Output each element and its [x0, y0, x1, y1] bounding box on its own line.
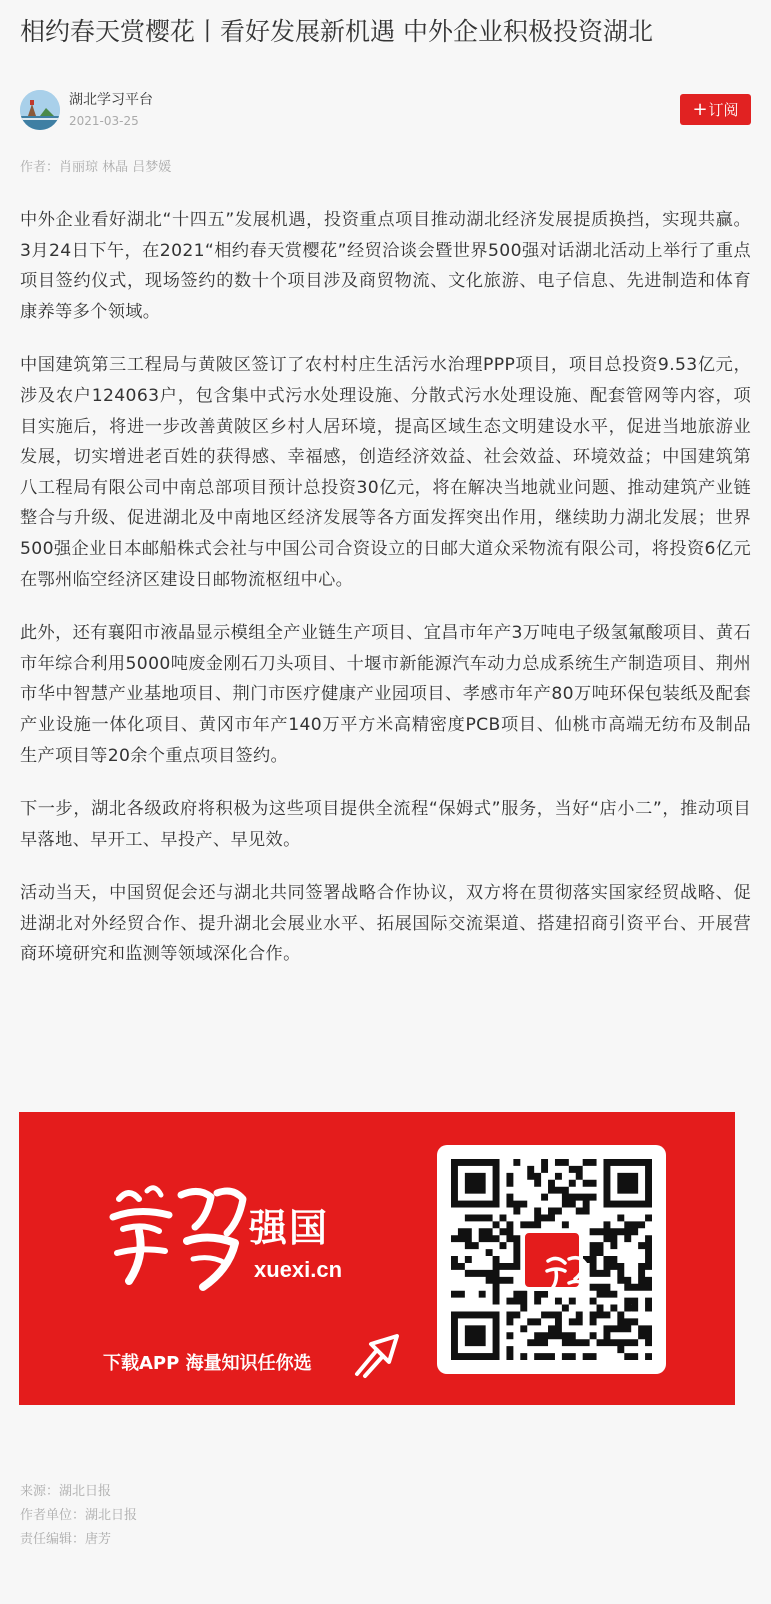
- brand-name: 强国: [249, 1206, 330, 1250]
- byline-authors: 肖丽琼 林晶 吕梦媛: [59, 160, 172, 175]
- footer-editor: 责任编辑：唐芳: [20, 1532, 112, 1547]
- article-footer: [20, 1480, 137, 1552]
- qr-center-logo: [521, 1229, 583, 1291]
- xuexi-calligraphy-logo: [99, 1177, 249, 1297]
- publish-date: 2021-03-25: [69, 114, 139, 128]
- source-name[interactable]: 湖北学习平台: [69, 92, 153, 108]
- author-bar: [20, 90, 751, 132]
- subscribe-button[interactable]: [680, 94, 751, 125]
- footer-source: 来源：湖北日报: [20, 1484, 112, 1499]
- footer-author-unit: 作者单位：湖北日报: [20, 1508, 138, 1523]
- subscribe-label: 订阅: [708, 101, 739, 119]
- paragraph: 活动当天，中国贸促会还与湖北共同签署战略合作协议，双方将在贯彻落实国家经贸战略、促进湖北对外经贸合作、提升湖北会展业水平、拓展国际交流渠道、搭建招商引资平台、开展营商环境研究和监测等领域深化合作。: [20, 883, 751, 965]
- article-title: 相约春天赏樱花丨看好发展新机遇 中外企业积极投资湖北: [20, 17, 653, 46]
- pointer-arrow-icon: [349, 1326, 404, 1381]
- source-avatar[interactable]: [20, 90, 60, 130]
- xuexi-app-banner[interactable]: [19, 1112, 735, 1405]
- paragraph: 此外，还有襄阳市液晶显示模组全产业链生产项目、宜昌市年产3万吨电子级氢氟酸项目、黄石市年综合利用5000吨废金刚石刀头项目、十堰市新能源汽车动力总成系统生产制造项目、荆州市华中智慧产业基地项目、荆门市医疗健康产业园项目、孝感市年产80万吨环保包装纸及配套产业设施一体化项目、黄冈市年产140万平方米高精密度PCB项目、仙桃市高端无纺布及制品生产项目等20余个重点项目签约。: [20, 623, 751, 766]
- byline-prefix: 作者：: [20, 160, 60, 175]
- paragraph: 下一步，湖北各级政府将积极为这些项目提供全流程“保姆式”服务，当好“店小二”，推动项目早落地、早开工、早投产、早见效。: [20, 799, 751, 850]
- brand-domain: xuexi.cn: [254, 1257, 343, 1282]
- banner-slogan: 下载APP 海量知识任你选: [103, 1353, 312, 1374]
- xuexi-logo: [99, 1177, 379, 1337]
- qr-code[interactable]: [437, 1145, 666, 1374]
- paragraph: 中国建筑第三工程局与黄陂区签订了农村村庄生活污水治理PPP项目，项目总投资9.53亿元，涉及农户124063户，包含集中式污水处理设施、分散式污水处理设施、配套管网等内容，项目实施后，将进一步改善黄陂区乡村人居环境，提高区域生态文明建设水平，促进当地旅游业发展，切实增进老百姓的获得感、幸福感，创造经济效益、社会效益、环境效益；中国建筑第八工程局有限公司中南总部项目预计总投资30亿元，将在解决当地就业问题、推动建筑产业链整合与升级、促进湖北及中南地区经济发展等各方面发挥突出作用，继续助力湖北发展；世界500强企业日本邮船株式会社与中国公司合资设立的日邮大道众采物流有限公司，将投资6亿元在鄂州临空经济区建设日邮物流枢纽中心。: [20, 355, 751, 590]
- byline: [20, 158, 171, 178]
- article-body: [20, 205, 751, 993]
- paragraph: 中外企业看好湖北“十四五”发展机遇，投资重点项目推动湖北经济发展提质换挡，实现共赢。3月24日下午，在2021“相约春天赏樱花”经贸洽谈会暨世界500强对话湖北活动上举行了重点项目签约仪式，现场签约的数十个项目涉及商贸物流、文化旅游、电子信息、先进制造和体育康养等多个领域。: [20, 210, 751, 322]
- plus-icon: +: [692, 99, 708, 120]
